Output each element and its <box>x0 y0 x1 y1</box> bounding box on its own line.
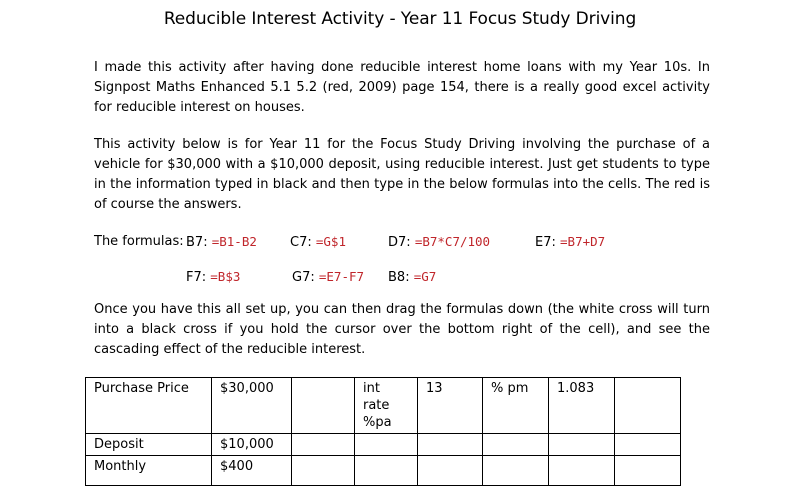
formula-f7: F7: =B$3 <box>186 269 241 285</box>
table-cell: int rate %pa <box>355 378 418 434</box>
table-cell: 1.083 <box>549 378 615 434</box>
table-cell <box>483 434 549 456</box>
table-cell <box>549 434 615 456</box>
table-cell: Deposit <box>86 434 212 456</box>
table-cell <box>615 434 681 456</box>
table-cell <box>418 434 483 456</box>
table-cell <box>615 456 681 486</box>
table-cell: $30,000 <box>212 378 292 434</box>
formula-d7: D7: =B7*C7/100 <box>388 234 491 250</box>
formulas-intro: The formulas: <box>94 234 184 249</box>
table-cell: $400 <box>212 456 292 486</box>
loan-table <box>85 377 681 486</box>
activity-paragraph: This activity below is for Year 11 for the Focus Study Driving involving the purchase of a vehicle for $30,000 with a $10,000 deposit, using reducible interest. Just get students to type in the information typed in black and then type in the below formulas into the cells. The red is of course the answers. <box>94 137 710 212</box>
formula-e7: E7: =B7+D7 <box>535 234 606 250</box>
formula-b7: B7: =B1-B2 <box>186 234 257 250</box>
table-cell <box>549 456 615 486</box>
table-cell <box>355 434 418 456</box>
table-row <box>86 434 681 456</box>
document-title: Reducible Interest Activity - Year 11 Focus Study Driving <box>163 9 637 29</box>
table-cell: Purchase Price <box>86 378 212 434</box>
table-row <box>86 378 681 434</box>
table-cell <box>615 378 681 434</box>
formula-b8: B8: =G7 <box>388 269 437 285</box>
intro-paragraph: I made this activity after having done reducible interest home loans with my Year 10s. In Signpost Maths Enhanced 5.1 5.2 (red, 2009) page 154, there is a really good excel activity for reducible interest on houses. <box>94 60 710 115</box>
table-cell: % pm <box>483 378 549 434</box>
table-cell <box>483 456 549 486</box>
formula-c7: C7: =G$1 <box>290 234 346 250</box>
table-cell: 13 <box>418 378 483 434</box>
table-row <box>86 456 681 486</box>
table-cell <box>418 456 483 486</box>
table-cell <box>355 456 418 486</box>
table-cell: $10,000 <box>212 434 292 456</box>
formula-g7: G7: =E7-F7 <box>292 269 365 285</box>
table-cell <box>292 456 355 486</box>
table-cell: Monthly <box>86 456 212 486</box>
table-cell <box>292 434 355 456</box>
table-cell <box>292 378 355 434</box>
instructions-paragraph: Once you have this all set up, you can then drag the formulas down (the white cross will turn into a black cross if you hold the cursor over the bottom right of the cell), and see the cascading effect of the reducible interest. <box>94 302 710 357</box>
